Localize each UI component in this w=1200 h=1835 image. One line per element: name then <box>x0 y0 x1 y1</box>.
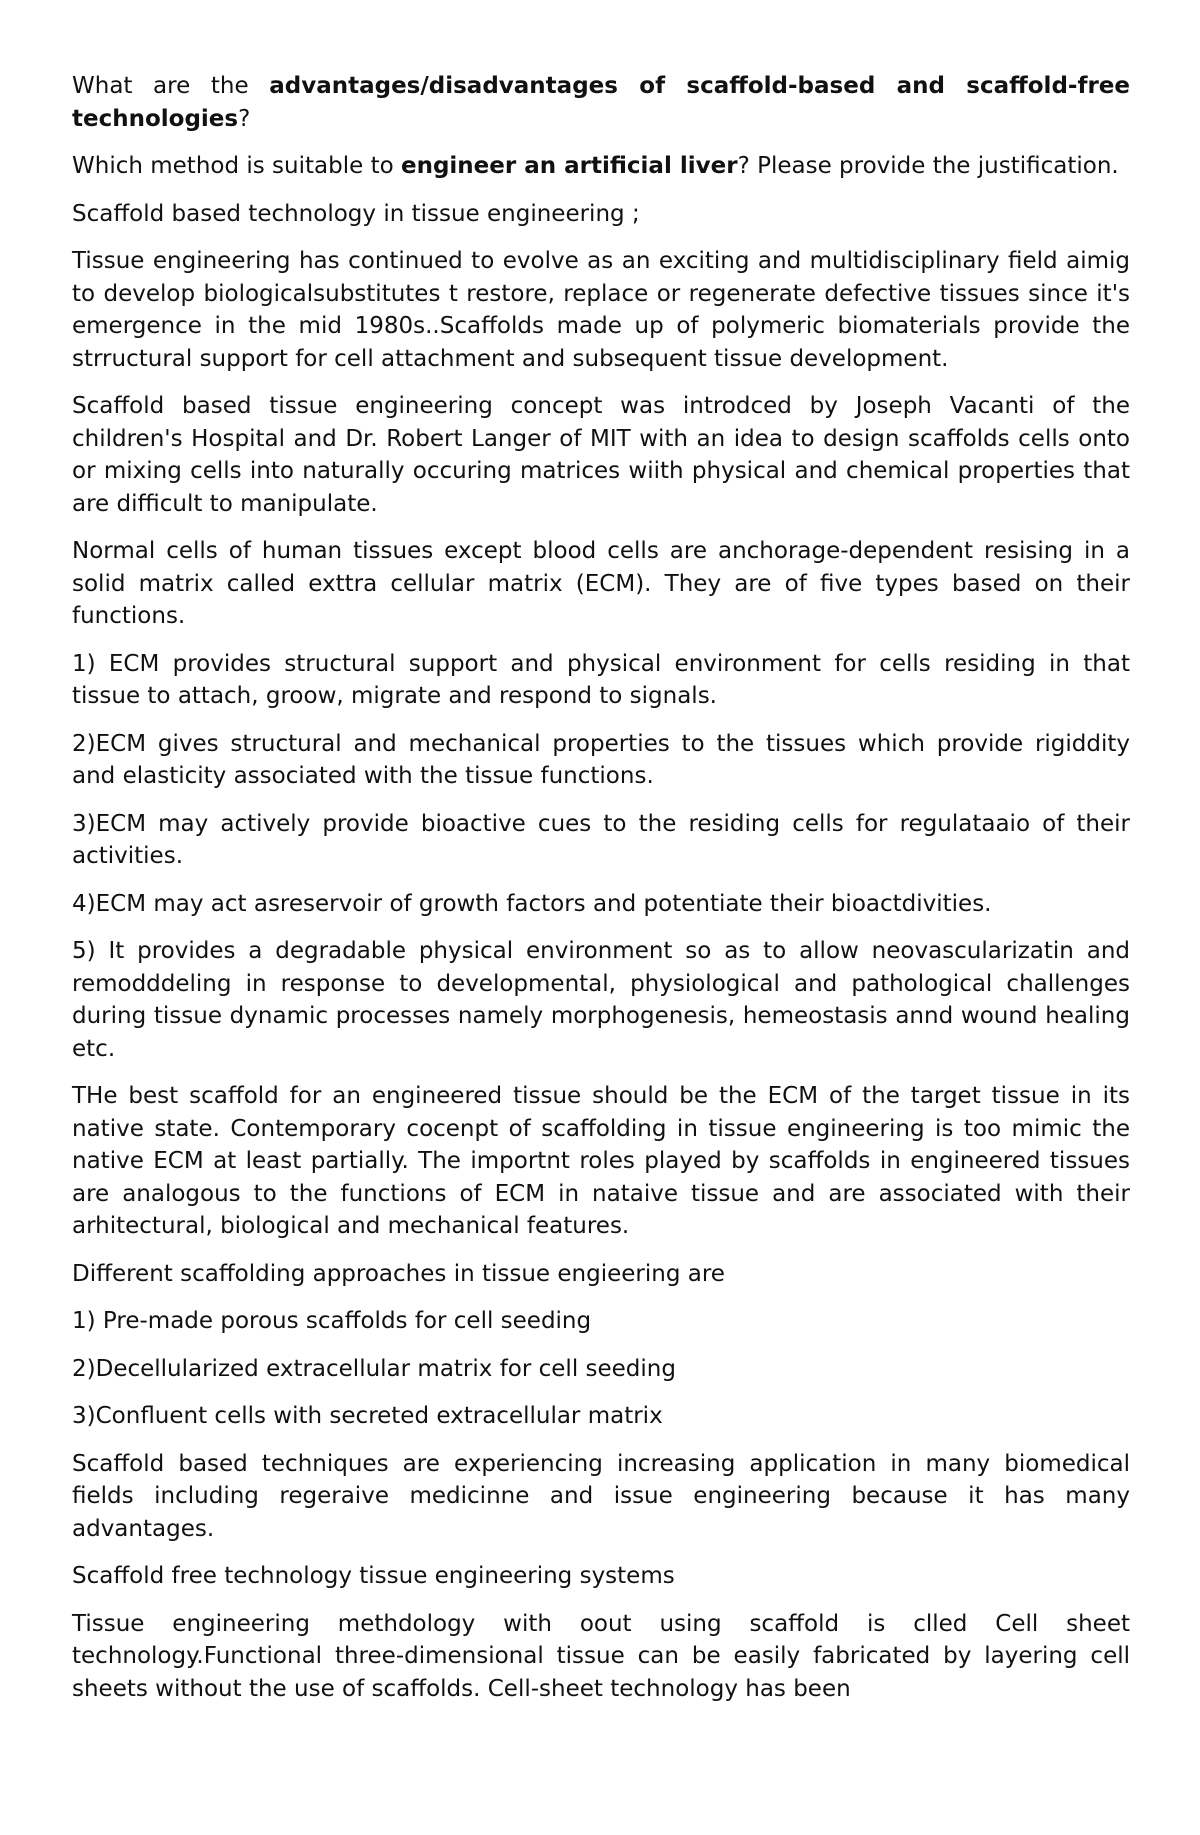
list-item: 2)ECM gives structural and mechanical properties to the tissues which provide rigiddity and elasticity associated with the tissue functions. <box>72 730 1130 789</box>
question-1: What are the advantages/disadvantages of scaffold-based and scaffold-free technologies? <box>72 73 1130 132</box>
body-paragraph: Different scaffolding approaches in tissue engieering are <box>72 1260 725 1287</box>
body-paragraph: Scaffold based techniques are experiencing increasing application in many biomedical fields including regeraive medicinne and issue engineering because it has many advantages. <box>72 1450 1130 1542</box>
question-2-emphasis: engineer an artificial liver <box>400 153 738 179</box>
section-heading-scaffold-free: Scaffold free technology tissue engineering systems <box>72 1563 675 1589</box>
body-paragraph: Scaffold based tissue engineering concept was introdced by Joseph Vacanti of the children's Hospital and Dr. Robert Langer of MIT with an idea to design scaffolds cells onto or mixing cells into naturally occuring matrices wiith physical and chemical properties that are difficult to manipulate. <box>72 393 1130 517</box>
list-item: 4)ECM may act asreservoir of growth factors and potentiate their bioactdivities. <box>72 890 992 917</box>
section-heading-scaffold-based: Scaffold based technology in tissue engineering ; <box>72 200 640 227</box>
list-item: 3)ECM may actively provide bioactive cues to the residing cells for regulataaio of their activities. <box>72 810 1130 869</box>
list-item: 1) ECM provides structural support and physical environment for cells residing in that tissue to attach, groow, migrate and respond to signals. <box>72 650 1130 709</box>
body-paragraph: THe best scaffold for an engineered tissue should be the ECM of the target tissue in its native state. Contemporary cocenpt of scaffolding in tissue engineering is too mimic the native ECM at least partially. The importnt roles played by scaffolds in engineered tissues are analogous to the functions of ECM in nataive tissue and are associated with their arhitectural, biological and mechanical features. <box>72 1083 1130 1239</box>
body-paragraph: Tissue engineering methdology with oout using scaffold is clled Cell sheet technology.Functional three-dimensional tissue can be easily fabricated by layering cell sheets without the use of scaffolds. Cell-sheet technology has been <box>72 1610 1130 1702</box>
body-paragraph: Normal cells of human tissues except blood cells are anchorage-dependent resising in a solid matrix called exttra cellular matrix (ECM). They are of five types based on their functions. <box>72 538 1130 629</box>
list-item: 5) It provides a degradable physical environment so as to allow neovascularizatin and remodddeling in response to developmental, physiological and pathological challenges during tissue dynamic processes namely morphogenesis, hemeostasis annd wound healing etc. <box>72 938 1130 1062</box>
question-1-emphasis: advantages/disadvantages of scaffold-based and scaffold-free technologies <box>72 73 1130 132</box>
question-2: Which method is suitable to engineer an artificial liver? Please provide the justification. <box>72 153 1119 179</box>
list-item: 2)Decellularized extracellular matrix for cell seeding <box>72 1355 676 1382</box>
body-paragraph: Tissue engineering has continued to evolve as an exciting and multidisciplinary field aimig to develop biologicalsubstitutes t restore, replace or regenerate defective tissues since it's emergence in the mid 1980s..Scaffolds made up of polymeric biomaterials provide the strructural support for cell attachment and subsequent tissue development. <box>72 248 1130 372</box>
list-item: 3)Confluent cells with secreted extracellular matrix <box>72 1403 663 1429</box>
list-item: 1) Pre-made porous scaffolds for cell seeding <box>72 1308 592 1334</box>
